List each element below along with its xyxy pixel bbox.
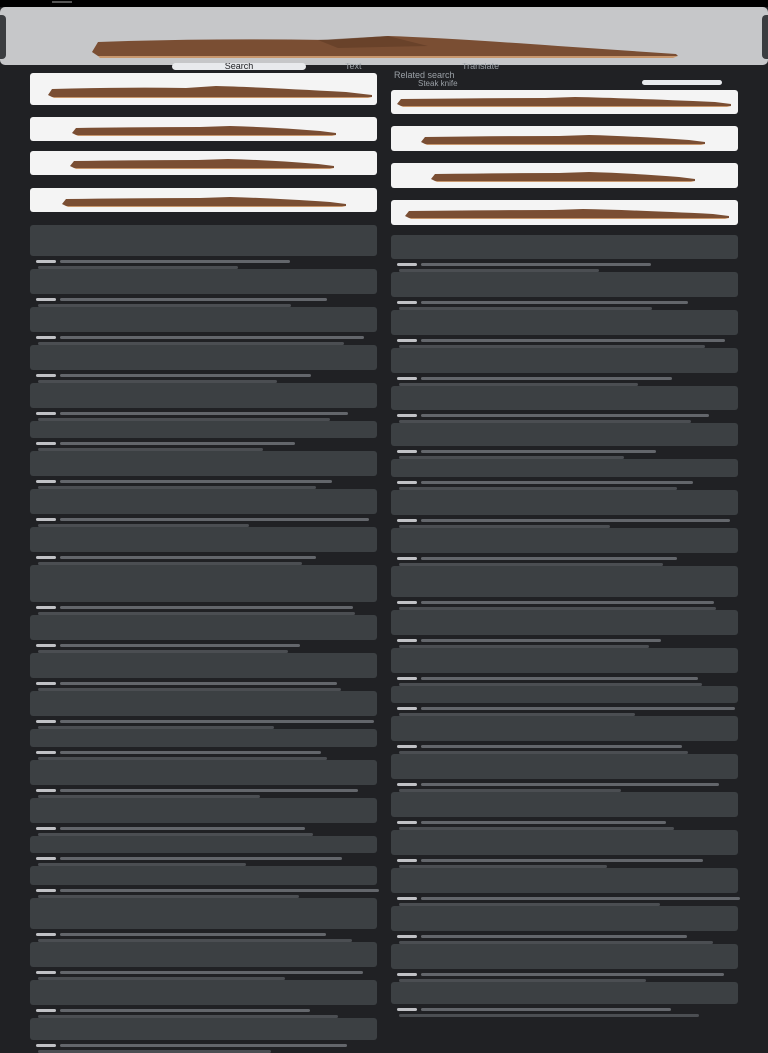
result-card-placeholder[interactable] bbox=[391, 490, 738, 515]
caption-line bbox=[60, 518, 369, 521]
caption-line bbox=[60, 606, 353, 609]
source-favicon bbox=[36, 1009, 56, 1012]
source-favicon bbox=[36, 480, 56, 483]
source-favicon bbox=[36, 789, 56, 792]
result-card-placeholder[interactable] bbox=[30, 980, 377, 1005]
result-card-placeholder[interactable] bbox=[30, 527, 377, 552]
caption-line bbox=[421, 783, 719, 786]
tab-translate[interactable]: Translate bbox=[462, 63, 500, 70]
source-favicon bbox=[397, 935, 417, 938]
result-card-placeholder[interactable] bbox=[391, 906, 738, 931]
caption-line bbox=[421, 973, 724, 976]
caption-line bbox=[60, 442, 295, 445]
caption-line bbox=[60, 720, 374, 723]
caption-line bbox=[421, 301, 688, 304]
caption-line bbox=[60, 789, 358, 792]
result-card-placeholder[interactable] bbox=[30, 615, 377, 640]
result-card-placeholder[interactable] bbox=[391, 754, 738, 779]
source-favicon bbox=[397, 601, 417, 604]
caption-line bbox=[60, 260, 290, 263]
source-favicon bbox=[397, 707, 417, 710]
result-card-placeholder[interactable] bbox=[391, 830, 738, 855]
result-card-placeholder[interactable] bbox=[391, 716, 738, 741]
result-card-placeholder[interactable] bbox=[30, 653, 377, 678]
source-favicon bbox=[36, 889, 56, 892]
source-favicon bbox=[36, 827, 56, 830]
source-favicon bbox=[36, 556, 56, 559]
caption-line bbox=[421, 414, 709, 417]
result-card-placeholder[interactable] bbox=[30, 798, 377, 823]
caption-line bbox=[60, 1009, 310, 1012]
result-card-placeholder[interactable] bbox=[391, 566, 738, 597]
source-favicon bbox=[397, 414, 417, 417]
result-card-placeholder[interactable] bbox=[391, 423, 738, 446]
source-favicon bbox=[36, 374, 56, 377]
placeholder-list-right bbox=[391, 0, 738, 1024]
caption-line bbox=[60, 751, 321, 754]
source-favicon bbox=[36, 412, 56, 415]
source-favicon bbox=[397, 783, 417, 786]
caption-line bbox=[421, 519, 730, 522]
result-card-placeholder[interactable] bbox=[391, 272, 738, 297]
crop-handle-left[interactable] bbox=[0, 15, 6, 59]
caption-line bbox=[60, 971, 363, 974]
source-favicon bbox=[36, 518, 56, 521]
caption-line bbox=[60, 889, 379, 892]
caption-line bbox=[421, 677, 698, 680]
caption-line bbox=[60, 827, 305, 830]
caption-line bbox=[421, 707, 735, 710]
caption-line bbox=[421, 339, 725, 342]
related-search-subtitle: Steak knife bbox=[418, 79, 458, 88]
tab-text[interactable]: Text bbox=[345, 63, 362, 70]
caption-line bbox=[60, 644, 300, 647]
caption-line bbox=[421, 557, 677, 560]
result-card-placeholder[interactable] bbox=[391, 686, 738, 703]
source-favicon bbox=[397, 519, 417, 522]
result-card-placeholder[interactable] bbox=[391, 310, 738, 335]
caption-line bbox=[421, 859, 703, 862]
result-card-placeholder[interactable] bbox=[30, 942, 377, 967]
caption-line bbox=[60, 298, 327, 301]
result-card-placeholder[interactable] bbox=[30, 760, 377, 785]
result-card-placeholder[interactable] bbox=[391, 610, 738, 635]
caption-line bbox=[421, 450, 656, 453]
source-favicon bbox=[36, 682, 56, 685]
result-card-placeholder[interactable] bbox=[30, 451, 377, 476]
result-card-placeholder[interactable] bbox=[391, 648, 738, 673]
caption-line bbox=[421, 935, 687, 938]
result-card-placeholder[interactable] bbox=[30, 898, 377, 929]
source-favicon bbox=[397, 301, 417, 304]
result-card-placeholder[interactable] bbox=[391, 348, 738, 373]
caption-line bbox=[421, 263, 651, 266]
source-favicon bbox=[36, 971, 56, 974]
caption-line bbox=[421, 745, 682, 748]
source-favicon bbox=[397, 897, 417, 900]
source-favicon bbox=[397, 557, 417, 560]
caption-line bbox=[60, 336, 364, 339]
source-favicon bbox=[397, 450, 417, 453]
caption-line bbox=[399, 1014, 699, 1017]
crop-handle-right[interactable] bbox=[762, 15, 768, 59]
source-favicon bbox=[397, 859, 417, 862]
caption-line bbox=[60, 933, 326, 936]
result-card-placeholder[interactable] bbox=[30, 421, 377, 438]
result-card-placeholder[interactable] bbox=[391, 944, 738, 969]
source-favicon bbox=[36, 260, 56, 263]
caption-line bbox=[421, 1008, 671, 1011]
caption-line bbox=[60, 1044, 347, 1047]
caption-line bbox=[421, 897, 740, 900]
source-favicon bbox=[36, 857, 56, 860]
caption-line bbox=[421, 377, 672, 380]
caption-line bbox=[421, 481, 693, 484]
source-favicon bbox=[397, 639, 417, 642]
result-card-placeholder[interactable] bbox=[30, 691, 377, 716]
source-favicon bbox=[36, 720, 56, 723]
caption-line bbox=[60, 857, 342, 860]
placeholder-list-left bbox=[30, 0, 377, 1024]
source-favicon bbox=[397, 1008, 417, 1011]
caption-line bbox=[60, 682, 337, 685]
source-favicon bbox=[397, 481, 417, 484]
source-favicon bbox=[397, 973, 417, 976]
result-card-placeholder[interactable] bbox=[30, 269, 377, 294]
caption-line bbox=[421, 821, 666, 824]
source-favicon bbox=[36, 336, 56, 339]
source-favicon bbox=[36, 442, 56, 445]
source-favicon bbox=[36, 644, 56, 647]
result-card-placeholder[interactable] bbox=[30, 489, 377, 514]
result-card-placeholder[interactable] bbox=[391, 792, 738, 817]
tab-search[interactable]: Search bbox=[172, 63, 306, 70]
result-card-placeholder[interactable] bbox=[30, 345, 377, 370]
source-favicon bbox=[36, 751, 56, 754]
source-favicon bbox=[36, 298, 56, 301]
result-card-placeholder[interactable] bbox=[391, 868, 738, 893]
result-card-placeholder[interactable] bbox=[30, 383, 377, 408]
result-card-placeholder[interactable] bbox=[30, 866, 377, 885]
result-card-placeholder[interactable] bbox=[30, 225, 377, 256]
result-card-placeholder[interactable] bbox=[391, 386, 738, 410]
caption-line bbox=[60, 374, 311, 377]
result-card-placeholder[interactable] bbox=[30, 836, 377, 853]
source-favicon bbox=[36, 1044, 56, 1047]
caption-line bbox=[60, 556, 316, 559]
related-search-title: Related search bbox=[394, 70, 455, 80]
result-card-placeholder[interactable] bbox=[30, 1018, 377, 1040]
result-card-placeholder[interactable] bbox=[391, 528, 738, 553]
source-favicon bbox=[397, 263, 417, 266]
source-favicon bbox=[397, 745, 417, 748]
caption-line bbox=[60, 412, 348, 415]
result-card-placeholder[interactable] bbox=[391, 459, 738, 477]
caption-line bbox=[60, 480, 332, 483]
result-card-placeholder[interactable] bbox=[391, 235, 738, 259]
source-favicon bbox=[36, 933, 56, 936]
result-card-placeholder[interactable] bbox=[30, 307, 377, 332]
source-favicon bbox=[36, 606, 56, 609]
caption-line bbox=[421, 639, 661, 642]
source-favicon bbox=[397, 339, 417, 342]
result-card-placeholder[interactable] bbox=[30, 565, 377, 602]
result-card-placeholder[interactable] bbox=[391, 982, 738, 1004]
source-favicon bbox=[397, 677, 417, 680]
source-favicon bbox=[397, 377, 417, 380]
caption-line bbox=[421, 601, 714, 604]
source-favicon bbox=[397, 821, 417, 824]
result-card-placeholder[interactable] bbox=[30, 729, 377, 747]
